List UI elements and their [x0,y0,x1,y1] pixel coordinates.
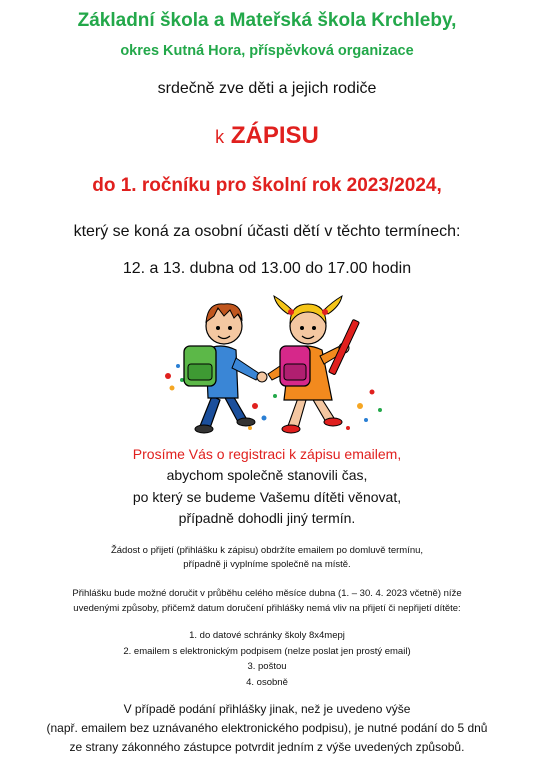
school-subtitle: okres Kutná Hora, příspěvková organizace [120,43,414,59]
note-line-1: V případě podání přihlášky jinak, než je uvedeno výše [123,702,411,716]
delivery-method-item: 4. osobně [246,677,288,688]
delivery-line-2: uvedenými způsoby, přičemž datum doručení přihlášky nemá vliv na přijetí či nepřijetí dítěte: [73,603,461,614]
invite-text: srdečně zve děti a jejich rodiče [157,80,377,97]
intro-text: který se koná za osobní účasti dětí v těchto termínech: [73,223,461,240]
children-with-backpacks-illustration [160,288,390,438]
request-line-3: po který se budeme Vašemu dítěti věnovat, [132,489,402,505]
enrollment-heading [0,122,534,150]
application-line-1: Žádost o přijetí (přihlášku k zápisu) obdržíte emailem po domluvě termínu, [110,545,424,556]
enrollment-heading-prefix: k [215,127,225,147]
note-line-3: ze strany zákonného zástupce potvrdit jedním z výše uvedených způsobů. [69,740,465,754]
delivery-line-1: Přihlášku bude možné doručit v průběhu celého měsíce dubna (1. – 30. 4. 2023 včetně) níže [72,588,462,599]
school-name: Základní škola a Mateřská škola Krchleby, [77,10,457,31]
application-line-2: případně ji vyplníme společně na místě. [183,559,351,570]
note-line-2: (např. emailem bez uznávaného elektronického podpisu), je nutné podání do 5 dnů [46,721,488,735]
grade-heading: do 1. ročníku pro školní rok 2023/2024, [92,175,442,196]
boy-figure [184,304,267,433]
request-line-2: abychom společně stanovili čas, [166,467,368,483]
enrollment-heading-main: ZÁPISU [230,122,319,149]
request-line-4: případně dohodli jiný termín. [178,510,356,526]
delivery-method-item: 3. poštou [247,661,287,672]
girl-figure [268,296,359,433]
delivery-method-item: 2. emailem s elektronickým podpisem (nelze poslat jen prostý email) [123,646,411,657]
request-line-1: Prosíme Vás o registraci k zápisu emailem, [132,446,402,462]
delivery-method-item: 1. do datové schránky školy 8x4mepj [189,630,345,641]
dates-text: 12. a 13. dubna od 13.00 do 17.00 hodin [122,260,412,277]
pencil-icon [329,319,360,375]
